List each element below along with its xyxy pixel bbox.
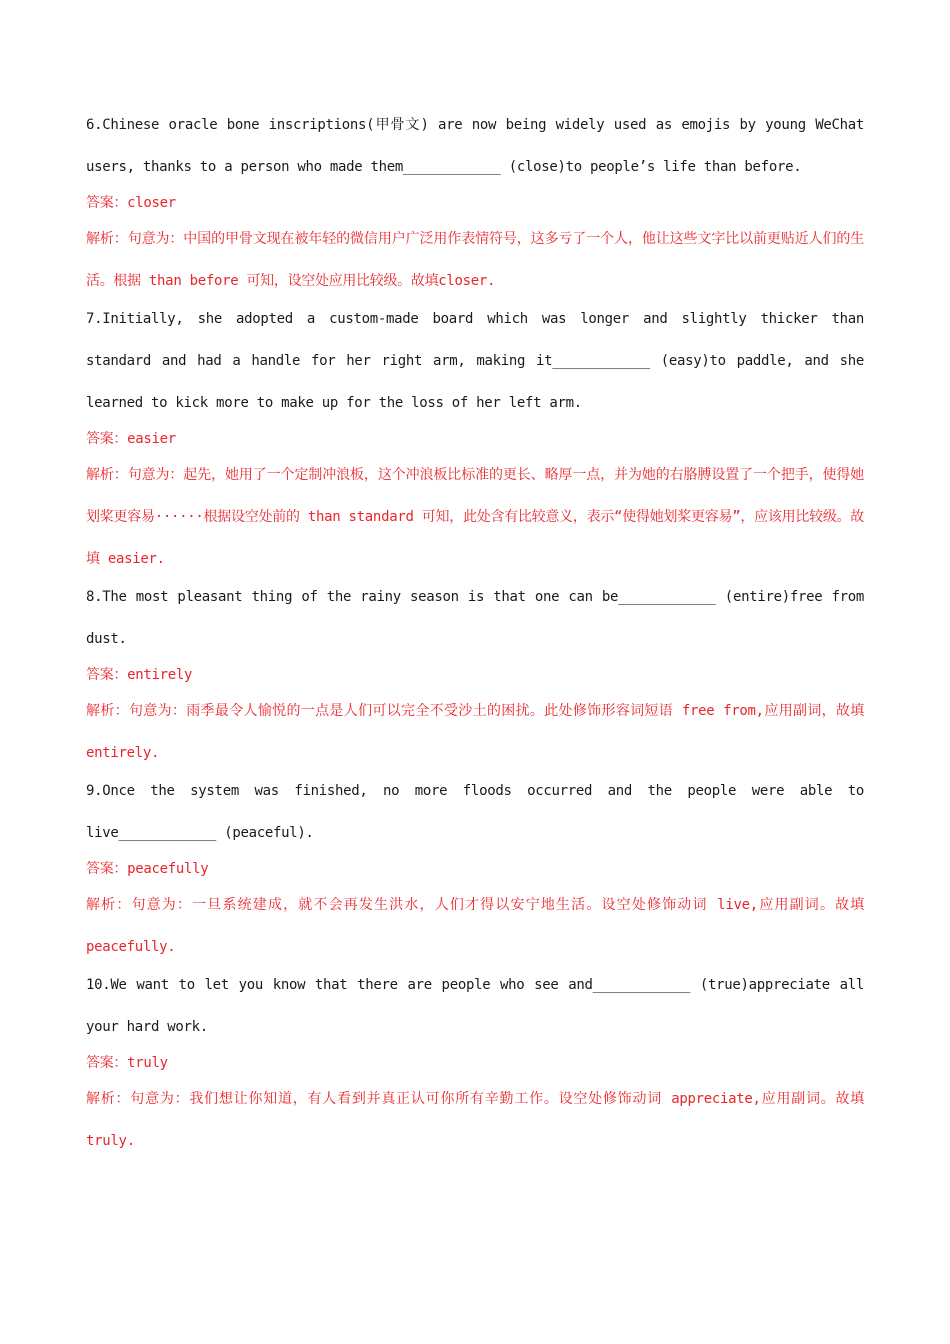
answer-label: 答案： — [86, 1055, 128, 1071]
question-item-10 — [86, 964, 864, 1162]
explanation-text: 解析：句意为：中国的甲骨文现在被年轻的微信用户广泛用作表情符号，这多亏了一个人，他让这些文字比以前更贴近人们的生活。根据 than before 可知，设空处应用比较级。故填closer. — [86, 231, 864, 289]
answer-value: entirely — [127, 667, 193, 683]
answer-label: 答案： — [86, 431, 128, 447]
answer-label: 答案： — [86, 195, 128, 211]
answer-line — [86, 660, 864, 690]
explanation-text: 解析：句意为：雨季最令人愉悦的一点是人们可以完全不受沙土的困扰。此处修饰形容词短语 free from,应用副词，故填entirely. — [86, 703, 864, 761]
explanation-text: 解析：句意为：起先，她用了一个定制冲浪板，这个冲浪板比标准的更长、略厚一点，并为她的右胳膊设置了一个把手，使得她划桨更容易······根据设空处前的 than standard 可知，此处含有比较意义，表示“使得她划桨更容易”，应该用比较级。故填 easier. — [86, 467, 864, 567]
answer-line — [86, 854, 864, 884]
question-text: 8.The most pleasant thing of the rainy season is that one can be____________ (entire)free from dust. — [86, 589, 864, 647]
answer-line — [86, 188, 864, 218]
answer-value: closer — [127, 195, 176, 211]
question-item-8 — [86, 576, 864, 774]
answer-value: easier — [127, 431, 176, 447]
explanation-text: 解析：句意为：一旦系统建成，就不会再发生洪水，人们才得以安宁地生活。设空处修饰动词 live,应用副词。故填 peacefully. — [86, 897, 864, 955]
answer-label: 答案： — [86, 861, 128, 877]
answer-value: peacefully — [127, 861, 209, 877]
answer-value: truly — [127, 1055, 168, 1071]
answer-label: 答案： — [86, 667, 128, 683]
answer-line — [86, 1048, 864, 1078]
question-text: 10.We want to let you know that there are people who see and____________ (true)appreciate all your hard work. — [86, 977, 864, 1035]
question-text: 9.Once the system was finished, no more floods occurred and the people were able to live____________ (peaceful). — [86, 783, 864, 841]
question-item-6 — [86, 104, 864, 302]
answer-line — [86, 424, 864, 454]
question-text: 6.Chinese oracle bone inscriptions(甲骨文) are now being widely used as emojis by young WeChat users, thanks to a person who made them____________ (close)to people’s life than before. — [86, 117, 864, 175]
explanation-text: 解析：句意为：我们想让你知道，有人看到并真正认可你所有辛勤工作。设空处修饰动词 appreciate,应用副词。故填 truly. — [86, 1091, 864, 1149]
question-text: 7.Initially, she adopted a custom-made board which was longer and slightly thicker than standard and had a handle for her right arm, making it____________ (easy)to paddle, and she learned to kick more to make up for the loss of her left arm. — [86, 311, 864, 411]
question-item-7 — [86, 298, 864, 580]
question-item-9 — [86, 770, 864, 968]
document-page — [86, 104, 864, 1158]
